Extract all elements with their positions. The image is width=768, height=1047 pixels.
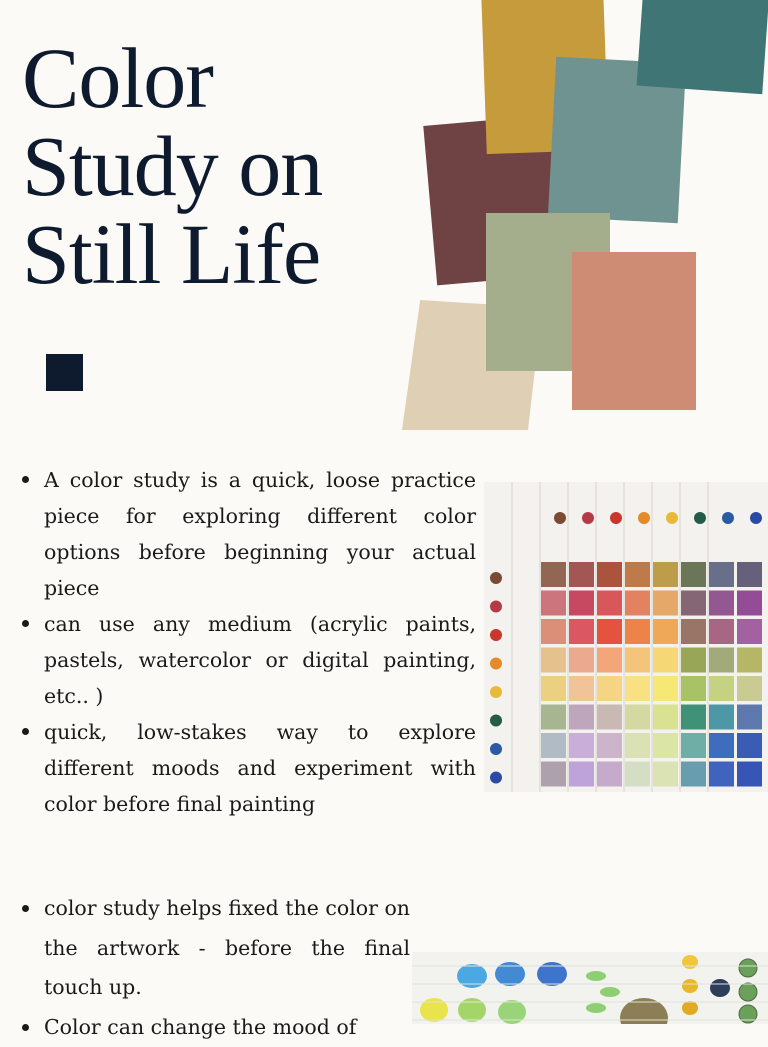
mix-swatch: [597, 648, 622, 673]
paint-dot: [694, 512, 706, 524]
paint-blob: [682, 955, 698, 969]
mix-swatch: [597, 562, 622, 587]
paint-dot: [490, 601, 502, 613]
mix-swatch: [737, 676, 762, 701]
paint-blob: [739, 983, 757, 1001]
mix-swatch: [597, 619, 622, 644]
paint-dot: [582, 512, 594, 524]
mix-swatch: [737, 562, 762, 587]
list-item: A color study is a quick, loose practice piece for exploring different color options before beginning your actual piece: [22, 462, 476, 606]
mix-swatch: [737, 762, 762, 787]
mix-swatch: [597, 733, 622, 758]
mix-swatch: [681, 591, 706, 616]
mix-swatch: [653, 762, 678, 787]
mix-swatch: [569, 648, 594, 673]
mix-swatch: [541, 591, 566, 616]
mix-swatch: [569, 733, 594, 758]
mix-swatch: [569, 619, 594, 644]
paint-dot: [490, 629, 502, 641]
mix-swatch: [653, 591, 678, 616]
mix-swatch: [709, 762, 734, 787]
paint-dot: [490, 658, 502, 670]
mix-swatch: [597, 591, 622, 616]
mix-swatch: [569, 562, 594, 587]
mix-swatch: [681, 705, 706, 730]
mix-swatch: [681, 562, 706, 587]
color-sketch-image: [412, 952, 768, 1024]
mix-swatch: [625, 762, 650, 787]
paint-dot: [554, 512, 566, 524]
mix-swatch: [737, 591, 762, 616]
mix-swatch: [541, 762, 566, 787]
mix-swatch: [653, 562, 678, 587]
paint-blob: [600, 987, 620, 997]
title-line-3: Still Life: [22, 210, 322, 298]
mix-swatch: [597, 762, 622, 787]
page-title: [22, 34, 322, 298]
paint-dot: [750, 512, 762, 524]
paint-dot: [490, 772, 502, 784]
mix-swatch: [681, 676, 706, 701]
mix-swatch: [681, 762, 706, 787]
paint-dot: [722, 512, 734, 524]
paint-dot: [490, 572, 502, 584]
title-line-2: Study on: [22, 122, 322, 210]
mix-swatch: [709, 619, 734, 644]
navy-square-decoration: [46, 354, 83, 391]
mix-swatch: [625, 676, 650, 701]
mixing-grid-illustration: [484, 482, 768, 792]
list-item: Color can change the mood of: [22, 1008, 410, 1047]
mix-swatch: [541, 562, 566, 587]
mix-swatch: [569, 676, 594, 701]
mix-swatch: [709, 705, 734, 730]
paint-dot: [638, 512, 650, 524]
paint-blob: [682, 979, 698, 993]
mix-swatch: [625, 648, 650, 673]
mix-swatch: [737, 733, 762, 758]
mix-swatch: [681, 733, 706, 758]
mix-swatch: [569, 762, 594, 787]
swatch-salmon: [572, 252, 696, 410]
mix-swatch: [709, 591, 734, 616]
mix-swatch: [681, 619, 706, 644]
bullet-list-details: [22, 889, 410, 1047]
paint-blob: [739, 959, 757, 977]
mix-swatch: [569, 591, 594, 616]
paint-dot: [666, 512, 678, 524]
mix-swatch: [653, 648, 678, 673]
paint-dot: [490, 743, 502, 755]
swatch-teal: [637, 0, 768, 94]
mix-swatch: [737, 705, 762, 730]
mix-swatch: [625, 562, 650, 587]
mix-swatch: [653, 619, 678, 644]
watercolor-mixing-chart-image: [484, 482, 768, 792]
mix-swatch: [709, 733, 734, 758]
mix-swatch: [541, 733, 566, 758]
mix-swatch: [597, 676, 622, 701]
mix-swatch: [625, 591, 650, 616]
bullet-list-intro: [22, 462, 476, 822]
mix-swatch: [737, 619, 762, 644]
paint-blob: [586, 971, 606, 981]
mix-swatch: [653, 676, 678, 701]
paint-blob: [586, 1003, 606, 1013]
mix-swatch: [625, 705, 650, 730]
paint-dot: [610, 512, 622, 524]
mix-swatch: [625, 733, 650, 758]
mix-swatch: [541, 705, 566, 730]
mix-swatch: [541, 648, 566, 673]
paint-blob: [710, 979, 730, 997]
mix-swatch: [625, 619, 650, 644]
paint-blob: [682, 1001, 698, 1015]
list-item: quick, low-stakes way to explore different moods and experiment with color before final painting: [22, 714, 476, 822]
sketch-illustration: [412, 952, 768, 1024]
list-item: can use any medium (acrylic paints, pastels, watercolor or digital painting, etc.. ): [22, 606, 476, 714]
mix-swatch: [541, 676, 566, 701]
mix-swatch: [709, 648, 734, 673]
mix-swatch: [709, 676, 734, 701]
mix-swatch: [737, 648, 762, 673]
title-line-1: Color: [22, 34, 322, 122]
paint-dot: [490, 686, 502, 698]
mix-swatch: [709, 562, 734, 587]
mix-swatch: [597, 705, 622, 730]
paint-dot: [490, 715, 502, 727]
mix-swatch: [653, 733, 678, 758]
mix-swatch: [569, 705, 594, 730]
mix-swatch: [653, 705, 678, 730]
mix-swatch: [681, 648, 706, 673]
mix-swatch: [541, 619, 566, 644]
list-item: color study helps fixed the color on the artwork - before the final touch up.: [22, 889, 410, 1008]
